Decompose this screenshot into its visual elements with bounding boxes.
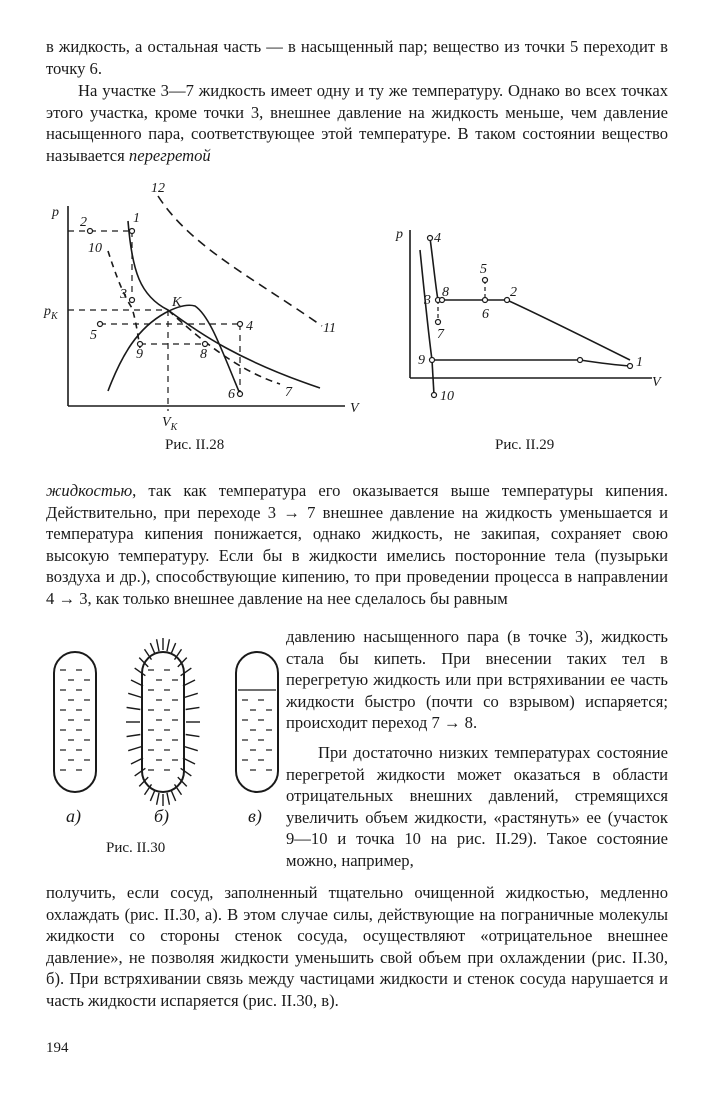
paragraph-top: в жидкость, а остальная часть — в насыщенный пар; вещество из точки 5 переходит в точку 6.: [46, 37, 668, 78]
fig28-label-pk: $p_K$: [44, 304, 58, 322]
vessel-a: [54, 652, 96, 792]
fig28-label-3: 3: [120, 287, 127, 302]
fig29-label-3: 3: [424, 293, 431, 308]
fig29-point: [428, 236, 433, 241]
fig28-label-6: 6: [228, 387, 235, 402]
pressure-arrow: [171, 790, 176, 801]
fig29-isotherm-high: [430, 238, 630, 360]
fig30-label-b: б): [154, 806, 170, 826]
pressure-arrow: [157, 639, 159, 651]
fig30-label-a: а): [66, 806, 81, 826]
fig29-label-2: 2: [510, 285, 517, 300]
fig29-label-6: 6: [482, 307, 489, 322]
term-superheated: перегретой: [128, 145, 211, 165]
fig29-point: [436, 320, 441, 325]
pressure-arrow: [150, 790, 155, 801]
pressure-arrow: [186, 735, 200, 737]
fig29-axis-p: p: [396, 227, 403, 242]
figure-ii-30-caption: Рис. II.30: [106, 840, 166, 856]
figure-ii-30: [40, 630, 290, 830]
fig28-label-9: 9: [136, 347, 143, 362]
fig29-label-10: 10: [440, 389, 454, 404]
fig28-label-11: 11: [323, 321, 336, 336]
fig29-label-5: 5: [480, 262, 487, 277]
figure-ii-29-caption: Рис. II.29: [495, 437, 555, 453]
fig28-point: [238, 322, 243, 327]
paragraph-bottom: получить, если сосуд, заполненный тщательно очищенной жидкостью, медленно охлаждать (рис. II.30, а). В этом случае силы, действующие на пограничные молекулы жидкости со стороны стенок сосуда, осуществляют «отрицательное внешнее давление», не позволяя жидкости уменьшить свой объем при охлаждении (рис. II.30, б). При встряхивании связь между частицами жидкости и стенок сосуда нарушается и часть жидкости испаряется (рис. II.30, в).: [46, 883, 668, 1010]
fig28-point: [88, 229, 93, 234]
fig28-point: [138, 342, 143, 347]
pressure-arrow: [181, 668, 192, 676]
paragraph-body: [46, 480, 668, 610]
fig28-point: [238, 392, 243, 397]
fig29-point: [483, 298, 488, 303]
fig29-point: [578, 358, 583, 363]
fig28-axis-v: V: [350, 401, 359, 416]
pressure-arrow: [186, 707, 200, 709]
figure-ii-28-caption: Рис. II.28: [165, 437, 225, 453]
fig29-label-4: 4: [434, 231, 441, 246]
fig28-label-2: 2: [80, 215, 87, 230]
pressure-arrow: [171, 643, 176, 654]
fig29-point: [628, 364, 633, 369]
pressure-arrow: [128, 747, 141, 751]
fig28-label-12: 12: [151, 181, 165, 196]
figure-ii-29: [390, 220, 670, 410]
fig29-point: [430, 358, 435, 363]
paragraph-superheated: [46, 80, 668, 166]
fig28-label-vk: $V_K$: [162, 415, 178, 433]
fig29-point: [505, 298, 510, 303]
pressure-arrow: [181, 768, 192, 776]
pressure-arrow: [185, 747, 198, 751]
vessel-b: [142, 652, 184, 792]
fig28-point: [98, 322, 103, 327]
fig29-point: [483, 278, 488, 283]
fig29-label-8: 8: [442, 285, 449, 300]
paragraph-wrap-2: При достаточно низких температурах состояние перегретой жидкости может оказаться в области отрицательных внешних давлений, стремящихся увеличить объем жидкости, «растянуть» ее (участок 9—10 и точка 10 на рис. II.29). Такое состояние можно, например,: [286, 743, 668, 870]
pressure-arrow: [167, 639, 169, 651]
fig28-label-1: 1: [133, 211, 140, 226]
fig29-label-9: 9: [418, 353, 425, 368]
fig29-label-7: 7: [437, 327, 444, 342]
pressure-arrow: [135, 768, 146, 776]
fig28-label-7: 7: [285, 385, 292, 400]
fig29-axis-v: V: [652, 375, 661, 390]
fig28-binodal: [108, 305, 240, 394]
fig28-label-8: 8: [200, 347, 207, 362]
pressure-arrow: [157, 793, 159, 805]
paragraph-body-text: , так как температура его оказывается выше температуры кипения. Действительно, при переходе 3 → 7 внешнее давление на жидкость уменьшается и температура кипения понижается, однако жидкость, не закипая, сохраняет свою высокую температуру. Если бы в жидкости имелись посторонние тела (пузырьки воздуха и др.), способствующие кипению, то при проведении процесса в направлении 4 → 3, как только внешнее давление на нее сделалось бы равным: [46, 481, 668, 608]
page-number: 194: [46, 1040, 69, 1056]
fig28-label-5: 5: [90, 328, 97, 343]
fig28-label-k: K: [172, 295, 182, 310]
fig28-point: [130, 298, 135, 303]
fig28-point: [203, 342, 208, 347]
pressure-arrow: [127, 707, 141, 709]
pressure-arrow: [127, 735, 141, 737]
fig28-axis-p: p: [52, 205, 59, 220]
paragraph-wrap-1: давлению насыщенного пара (в точке 3), жидкость стала бы кипеть. При внесении таких тел в перегретую жидкость или при встряхивании ее часть жидкости быстро (почти со взрывом) испаряется; происходит переход 7 → 8.: [286, 627, 668, 733]
fig28-point: [130, 229, 135, 234]
fig28-label-10: 10: [88, 241, 102, 256]
pressure-arrow: [167, 793, 169, 805]
pressure-arrow: [150, 643, 155, 654]
pressure-arrow: [185, 693, 198, 697]
term-liquid: жидкостью: [46, 481, 133, 500]
pressure-arrow: [135, 668, 146, 676]
fig29-label-1: 1: [636, 355, 643, 370]
fig29-point: [432, 393, 437, 398]
figure-ii-28: [40, 176, 370, 436]
pressure-arrow: [128, 693, 141, 697]
paragraph-superheated-text: На участке 3—7 жидкость имеет одну и ту же температуру. Однако во всех точках этого участка, кроме точки 3, внешнее давление на жидкость меньше, чем давление насыщенного пара, соответствующее этой температуре. В таком состоянии вещество называется: [46, 81, 668, 165]
fig30-label-c: в): [248, 806, 262, 826]
vessel-c: [236, 652, 278, 792]
fig28-label-4: 4: [246, 319, 253, 334]
